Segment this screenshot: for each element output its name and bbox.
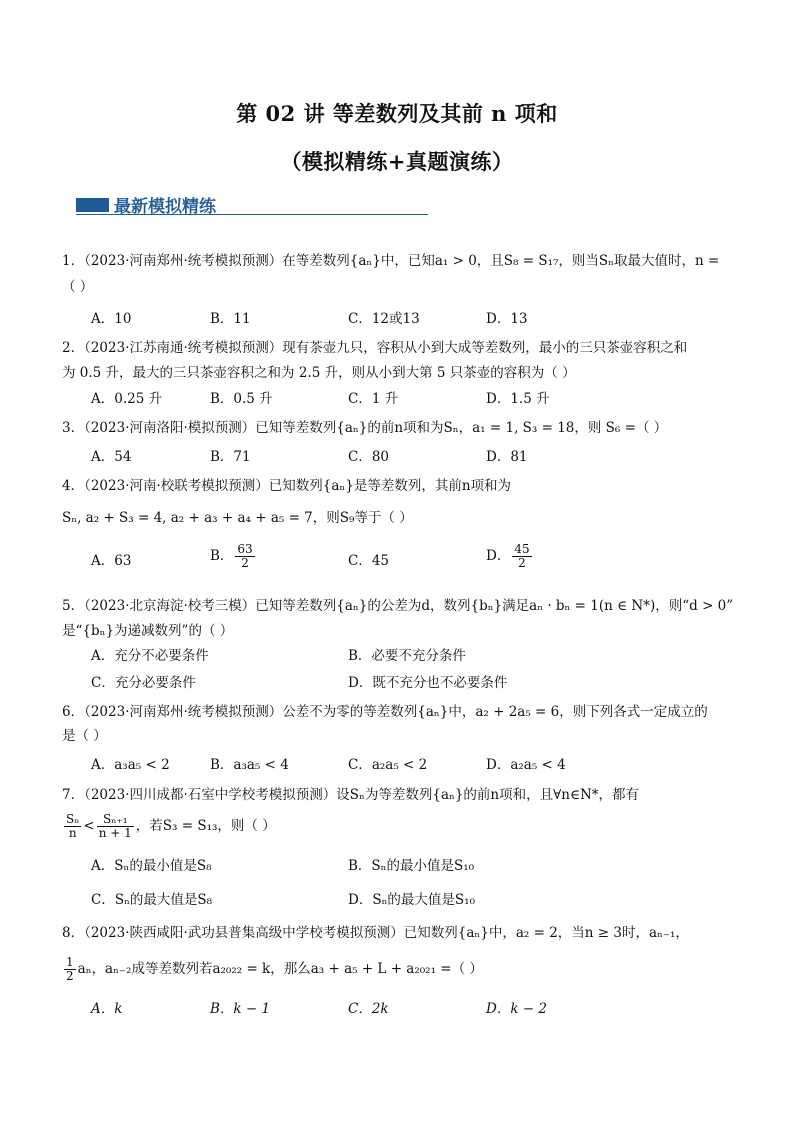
question-4-option-b <box>210 543 257 570</box>
question-1-stem-cont: （ ） <box>62 279 94 295</box>
frac-num: Sₙ₊₁ <box>97 813 134 827</box>
question-6-option-d: D．a₂a₅ < 4 <box>486 757 566 773</box>
question-2-stem-cont: 为 0.5 升，最大的三只茶壶容积之和为 2.5 升，则从小到大第 5 只茶壶的容积为（ ） <box>62 365 576 381</box>
question-2-option-b: B．0.5 升 <box>210 391 273 407</box>
frac-den: 2 <box>241 556 249 570</box>
question-2-option-d: D．1.5 升 <box>486 391 550 407</box>
question-8-option-a: A．k <box>91 1001 123 1017</box>
question-6-option-c: C．a₂a₅ < 2 <box>348 757 428 773</box>
question-2-option-a: A．0.25 升 <box>91 391 163 407</box>
less-than-sign: < <box>83 818 95 834</box>
frac-den: n <box>68 826 77 840</box>
question-7-stem-cont-row <box>62 813 732 840</box>
question-8-option-d: D．k − 2 <box>486 1001 547 1017</box>
question-5-stem: 5．（2023·北京海淀·校考三模）已知等差数列{aₙ}的公差为d，数列{bₙ}满足aₙ · bₙ = 1(n ∈ N*)，则“d > 0” <box>62 598 734 614</box>
question-5-option-b: B．必要不充分条件 <box>348 648 466 664</box>
question-7-option-d: D．Sₙ的最大值是S₁₀ <box>348 892 475 908</box>
question-4-option-d <box>486 543 534 570</box>
fraction-63-2 <box>235 543 254 570</box>
fraction-one-half <box>64 956 76 983</box>
question-3-option-b: B．71 <box>210 449 251 465</box>
option-b-label: B． <box>210 548 234 564</box>
frac-den: n + 1 <box>98 826 132 840</box>
question-7-option-a: A．Sₙ的最小值是S₈ <box>91 858 212 874</box>
question-3-option-c: C．80 <box>348 449 390 465</box>
frac-num: 45 <box>514 542 530 556</box>
question-5-stem-cont: 是“{bₙ}为递减数列”的（ ） <box>62 623 234 639</box>
question-8-option-c: C．2k <box>348 1001 389 1017</box>
question-2-stem: 2．（2023·江苏南通·统考模拟预测）现有茶壶九只，容积从小到大成等差数列，最小的三只茶壶容积之和 <box>62 340 688 356</box>
question-7-option-c: C．Sₙ的最大值是S₈ <box>91 892 213 908</box>
question-3-option-d: D．81 <box>486 449 528 465</box>
section-label: 最新模拟精练 <box>114 197 216 217</box>
question-8-stem-cont: aₙ，aₙ₋₂成等差数列若a₂₀₂₂ = k，那么a₃ + a₅ + L + a₂₀₂₁ =（ ） <box>77 961 483 977</box>
question-8-stem-cont-row <box>62 956 732 983</box>
frac-num: 63 <box>237 542 253 556</box>
question-1-option-d: D．13 <box>486 311 528 327</box>
fraction-sn1-over-n1 <box>97 813 134 840</box>
question-4-stem: 4．（2023·河南·校联考模拟预测）已知数列{aₙ}是等差数列，其前n项和为 <box>62 478 512 494</box>
question-4-stem-cont: Sₙ, a₂ + S₃ = 4, a₂ + a₃ + a₄ + a₅ = 7，则S₉等于（ ） <box>62 510 413 526</box>
question-6-stem: 6．（2023·河南郑州·统考模拟预测）公差不为零的等差数列{aₙ}中，a₂ + 2a₅ = 6，则下列各式一定成立的 <box>62 704 708 720</box>
question-5-option-d: D．既不充分也不必要条件 <box>348 675 508 691</box>
question-2-option-c: C．1 升 <box>348 391 399 407</box>
question-6-option-b: B．a₃a₅ < 4 <box>210 757 289 773</box>
fraction-45-2 <box>512 543 531 570</box>
question-4-option-c: C．45 <box>348 553 390 569</box>
fraction-sn-over-n <box>64 813 81 840</box>
question-3-option-a: A．54 <box>91 449 132 465</box>
frac-num: Sₙ <box>66 812 80 826</box>
question-1-stem: 1．（2023·河南郑州·统考模拟预测）在等差数列{aₙ}中，已知a₁ > 0，且S₈ = S₁₇，则当Sₙ取最大值时，n = <box>62 253 720 269</box>
question-1-option-b: B．11 <box>210 311 251 327</box>
banner-bar <box>76 198 109 212</box>
frac-num: 1 <box>66 955 74 969</box>
question-6-option-a: A．a₃a₅ < 2 <box>91 757 170 773</box>
question-5-option-a: A．充分不必要条件 <box>91 648 209 664</box>
question-7-option-b: B．Sₙ的最小值是S₁₀ <box>348 858 475 874</box>
question-8-stem: 8．（2023·陕西咸阳·武功县普集高级中学校考模拟预测）已知数列{aₙ}中，a₂ = 2，当n ≥ 3时，aₙ₋₁， <box>62 925 689 941</box>
question-7-stem: 7．（2023·四川成都·石室中学校考模拟预测）设Sₙ为等差数列{aₙ}的前n项和，且∀n∈N*，都有 <box>62 787 640 803</box>
page-title: 第 02 讲 等差数列及其前 n 项和 <box>236 101 558 126</box>
question-4-option-a: A．63 <box>91 553 132 569</box>
frac-den: 2 <box>518 556 526 570</box>
page-subtitle: （模拟精练+真题演练） <box>280 149 514 174</box>
question-7-stem-cont: ，若S₃ = S₁₃，则（ ） <box>135 818 276 834</box>
question-3-stem: 3．（2023·河南洛阳·模拟预测）已知等差数列{aₙ}的前n项和为Sₙ，a₁ = 1, S₃ = 18，则 S₆ =（ ） <box>62 420 668 436</box>
question-1-option-c: C．12或13 <box>348 311 420 327</box>
question-8-option-b: B．k − 1 <box>210 1001 271 1017</box>
option-d-label: D． <box>486 548 511 564</box>
question-1-option-a: A．10 <box>91 311 132 327</box>
frac-den: 2 <box>66 969 74 983</box>
section-banner <box>76 195 428 217</box>
question-5-option-c: C．充分必要条件 <box>91 675 196 691</box>
question-6-stem-cont: 是（ ） <box>62 728 107 744</box>
